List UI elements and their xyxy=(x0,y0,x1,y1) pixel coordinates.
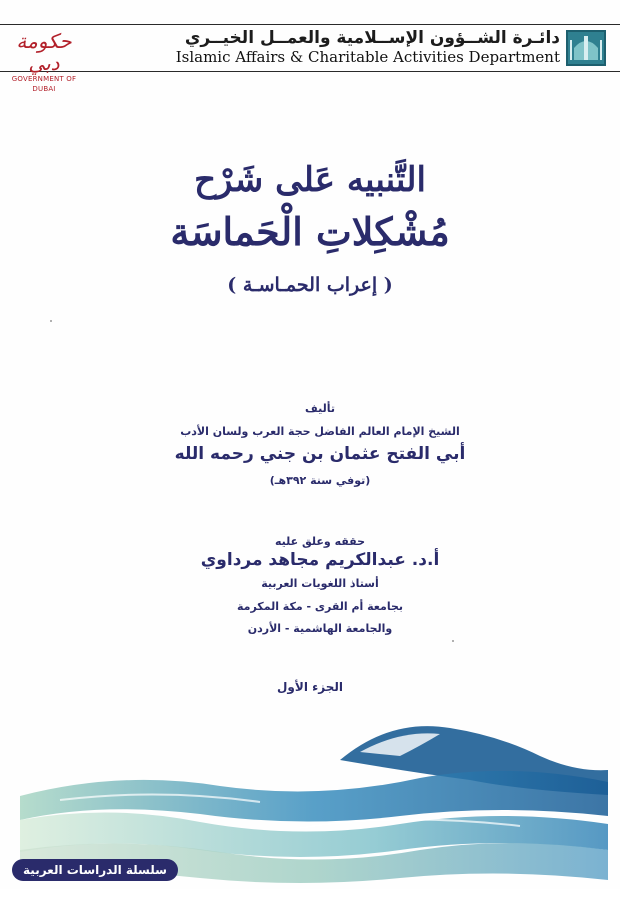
paper-speck xyxy=(452,640,454,642)
editor-university-2: والجامعة الهاشمية - الأردن xyxy=(247,622,393,635)
mosque-logo-icon xyxy=(566,30,606,66)
volume-label: الجزء الأول xyxy=(277,680,343,694)
editor-name: أ.د. عبدالكريم مجاهد مرداوي xyxy=(200,550,440,570)
department-name-english: Islamic Affairs & Charitable Activities Department xyxy=(175,48,560,66)
author-titles: الشيخ الإمام العالم الفاضل حجة العرب ولسان الأدب xyxy=(180,425,460,438)
title-line-1: التَّنبيه عَلى شَرْح xyxy=(194,160,426,200)
series-badge: سلسلة الدراسات العربية (٦) xyxy=(12,859,178,881)
author-death-year: (توفي سنة ٣٩٢هـ) xyxy=(269,474,371,487)
department-name-arabic: دائـرة الشــؤون الإســلامية والعمــل الخيــري xyxy=(184,28,560,48)
editor-label: حققه وعلق عليه xyxy=(274,535,365,548)
author-label: تأليف xyxy=(305,402,335,415)
editor-university-1: بجامعة أم القرى - مكة المكرمة xyxy=(236,600,404,613)
editor-position: أستاذ اللغويات العربية xyxy=(261,577,379,590)
subtitle: ( إعراب الحمـاسـة ) xyxy=(227,274,393,296)
dubai-logo-arabic: حكومة دبي xyxy=(16,29,72,75)
title-line-2: مُشْكِلاتِ الْحَماسَة xyxy=(170,209,450,254)
government-of-dubai-logo xyxy=(4,29,84,93)
dubai-logo-english: GOVERNMENT OF DUBAI xyxy=(11,75,77,93)
author-name: أبي الفتح عثمان بن جني رحمه الله xyxy=(174,444,466,464)
paper-speck xyxy=(50,320,52,322)
